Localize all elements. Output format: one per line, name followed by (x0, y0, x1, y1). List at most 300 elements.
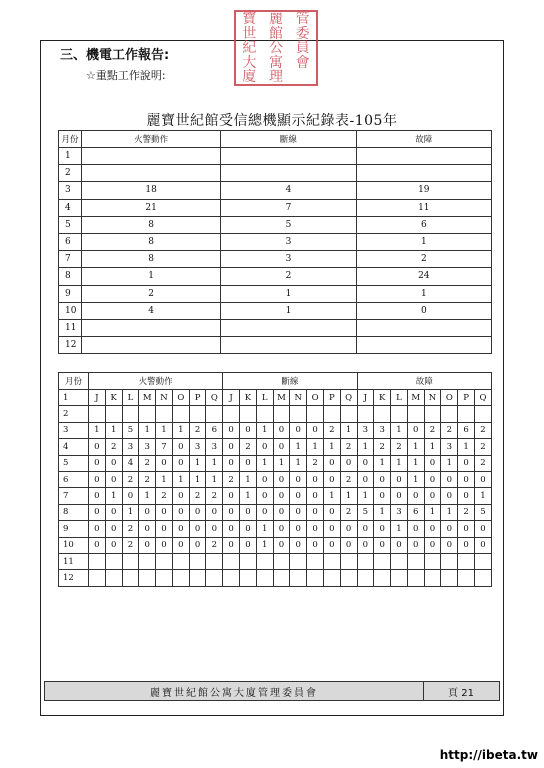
value-cell (139, 406, 156, 422)
value-cell (290, 553, 307, 569)
seal-glyph: 世 (242, 25, 257, 42)
value-cell: 8 (81, 233, 220, 250)
value-cell: 0 (122, 488, 139, 504)
zone-header-cell: P (458, 390, 475, 406)
value-cell: 1 (156, 422, 173, 438)
watermark-url: http://ibeta.tw (439, 748, 538, 762)
value-cell: 6 (407, 504, 424, 520)
month-cell: 12 (59, 570, 89, 586)
value-cell: 0 (172, 521, 189, 537)
value-cell: 1 (374, 455, 391, 471)
value-cell: 2 (441, 422, 458, 438)
value-cell (441, 570, 458, 586)
value-cell: 0 (89, 471, 106, 487)
table-row (59, 148, 492, 165)
zone-header-cell: M (273, 390, 290, 406)
seal-glyph: 大 (242, 54, 257, 71)
value-cell: 0 (307, 521, 324, 537)
header-month: 月份 (59, 373, 89, 390)
month-cell: 10 (59, 537, 89, 553)
value-cell (81, 148, 220, 165)
value-cell: 0 (458, 521, 475, 537)
value-cell: 0 (307, 537, 324, 553)
value-cell: 0 (340, 455, 357, 471)
value-cell: 1 (340, 488, 357, 504)
value-cell: 3 (441, 439, 458, 455)
value-cell: 1 (357, 488, 374, 504)
header-fire-alarm: 火警動作 (81, 131, 220, 148)
value-cell (189, 406, 206, 422)
value-cell (89, 553, 106, 569)
value-cell: 7 (221, 199, 356, 216)
value-cell: 0 (323, 537, 340, 553)
value-cell: 1 (356, 233, 491, 250)
value-cell: 2 (223, 471, 240, 487)
value-cell: 0 (458, 537, 475, 553)
value-cell (156, 553, 173, 569)
seal-glyph: 寶 (242, 11, 257, 28)
value-cell: 1 (172, 471, 189, 487)
value-cell: 1 (81, 268, 220, 285)
value-cell: 1 (172, 422, 189, 438)
value-cell: 0 (89, 537, 106, 553)
zone-header-cell: L (256, 390, 273, 406)
value-cell: 0 (357, 521, 374, 537)
value-cell: 3 (391, 504, 408, 520)
month-cell: 11 (59, 319, 82, 336)
value-cell (189, 570, 206, 586)
table-row (59, 268, 492, 285)
value-cell: 18 (81, 182, 220, 199)
value-cell: 0 (189, 504, 206, 520)
detail-table (58, 372, 492, 587)
value-cell: 0 (256, 504, 273, 520)
value-cell (89, 406, 106, 422)
zone-header-cell: N (424, 390, 441, 406)
value-cell: 0 (474, 537, 491, 553)
month-cell: 6 (59, 471, 89, 487)
value-cell: 1 (156, 471, 173, 487)
seal-glyph: 員 (295, 40, 310, 57)
value-cell: 2 (206, 537, 223, 553)
value-cell: 0 (89, 504, 106, 520)
zone-header-cell: O (307, 390, 324, 406)
value-cell (340, 570, 357, 586)
value-cell (206, 570, 223, 586)
value-cell (424, 406, 441, 422)
value-cell: 0 (172, 455, 189, 471)
value-cell (206, 553, 223, 569)
footer-page-number: 頁 21 (448, 687, 474, 699)
month-cell: 6 (59, 233, 82, 250)
value-cell: 0 (89, 439, 106, 455)
value-cell: 1 (323, 488, 340, 504)
value-cell: 0 (89, 521, 106, 537)
value-cell: 0 (290, 488, 307, 504)
header-fire-alarm: 火警動作 (89, 373, 223, 390)
value-cell: 0 (424, 455, 441, 471)
value-cell (189, 553, 206, 569)
value-cell: 0 (407, 488, 424, 504)
seal-glyph: 會 (295, 54, 310, 71)
value-cell: 1 (323, 439, 340, 455)
value-cell: 2 (221, 268, 356, 285)
value-cell: 0 (374, 537, 391, 553)
value-cell: 3 (357, 422, 374, 438)
value-cell: 0 (391, 537, 408, 553)
detail-header-row (59, 373, 492, 390)
value-cell (221, 165, 356, 182)
value-cell (240, 570, 257, 586)
value-cell: 1 (221, 302, 356, 319)
value-cell: 1 (458, 439, 475, 455)
value-cell: 1 (441, 455, 458, 471)
value-cell: 0 (357, 455, 374, 471)
value-cell: 6 (458, 422, 475, 438)
value-cell: 1 (240, 488, 257, 504)
value-cell (256, 553, 273, 569)
zone-header-cell: L (122, 390, 139, 406)
value-cell: 0 (223, 537, 240, 553)
value-cell: 0 (223, 422, 240, 438)
value-cell: 0 (474, 471, 491, 487)
value-cell (105, 553, 122, 569)
table-row (59, 285, 492, 302)
value-cell: 0 (105, 521, 122, 537)
table-row (59, 251, 492, 268)
header-disconnect: 斷線 (223, 373, 357, 390)
month-cell: 5 (59, 216, 82, 233)
table-row (59, 233, 492, 250)
value-cell (391, 553, 408, 569)
value-cell: 0 (89, 455, 106, 471)
value-cell (391, 406, 408, 422)
value-cell (156, 406, 173, 422)
value-cell (223, 553, 240, 569)
value-cell: 2 (340, 439, 357, 455)
value-cell: 1 (340, 422, 357, 438)
value-cell (156, 570, 173, 586)
month-cell: 8 (59, 504, 89, 520)
value-cell: 0 (290, 422, 307, 438)
zone-header-cell: J (89, 390, 106, 406)
value-cell (323, 406, 340, 422)
value-cell: 4 (221, 182, 356, 199)
value-cell: 0 (458, 471, 475, 487)
value-cell: 0 (391, 488, 408, 504)
value-cell: 0 (424, 488, 441, 504)
value-cell: 6 (206, 422, 223, 438)
value-cell: 0 (357, 537, 374, 553)
value-cell: 1 (206, 471, 223, 487)
value-cell: 1 (189, 471, 206, 487)
value-cell: 0 (156, 537, 173, 553)
value-cell (122, 406, 139, 422)
value-cell (81, 337, 220, 354)
value-cell: 2 (391, 439, 408, 455)
value-cell: 0 (240, 521, 257, 537)
value-cell (172, 553, 189, 569)
value-cell: 0 (323, 521, 340, 537)
value-cell: 0 (357, 471, 374, 487)
value-cell: 0 (105, 471, 122, 487)
subtitle: ☆重點工作說明: (86, 69, 166, 82)
value-cell: 0 (206, 521, 223, 537)
value-cell: 2 (122, 537, 139, 553)
value-cell: 1 (407, 455, 424, 471)
value-cell: 0 (407, 422, 424, 438)
value-cell: 2 (323, 422, 340, 438)
value-cell: 2 (206, 488, 223, 504)
value-cell: 0 (256, 439, 273, 455)
value-cell: 1 (273, 455, 290, 471)
value-cell: 0 (240, 455, 257, 471)
value-cell (223, 570, 240, 586)
zone-header-cell: K (105, 390, 122, 406)
value-cell (424, 553, 441, 569)
zone-header-cell: K (240, 390, 257, 406)
zone-header-cell: O (172, 390, 189, 406)
value-cell: 0 (290, 537, 307, 553)
value-cell: 2 (474, 422, 491, 438)
value-cell: 0 (273, 471, 290, 487)
value-cell: 3 (139, 439, 156, 455)
table-row (59, 216, 492, 233)
table-row (59, 504, 492, 520)
value-cell: 1 (424, 504, 441, 520)
header-disconnect: 斷線 (221, 131, 356, 148)
value-cell (407, 570, 424, 586)
value-cell: 0 (391, 471, 408, 487)
value-cell: 2 (156, 488, 173, 504)
month-cell: 12 (59, 337, 82, 354)
value-cell: 4 (81, 302, 220, 319)
value-cell: 3 (221, 233, 356, 250)
value-cell: 3 (189, 439, 206, 455)
value-cell: 0 (256, 471, 273, 487)
month-cell: 3 (59, 422, 89, 438)
value-cell: 5 (474, 504, 491, 520)
value-cell: 2 (474, 455, 491, 471)
zone-header-cell: O (441, 390, 458, 406)
value-cell (323, 570, 340, 586)
value-cell (139, 570, 156, 586)
month-cell: 2 (59, 406, 89, 422)
value-cell: 0 (105, 537, 122, 553)
value-cell (474, 553, 491, 569)
value-cell (407, 406, 424, 422)
value-cell: 2 (424, 422, 441, 438)
value-cell: 2 (474, 439, 491, 455)
zone-header-cell: M (407, 390, 424, 406)
value-cell: 2 (122, 521, 139, 537)
value-cell: 2 (139, 471, 156, 487)
value-cell: 0 (223, 455, 240, 471)
value-cell: 3 (206, 439, 223, 455)
value-cell (206, 406, 223, 422)
month-cell: 10 (59, 302, 82, 319)
table-row (59, 570, 492, 586)
value-cell: 0 (189, 537, 206, 553)
value-cell: 0 (156, 504, 173, 520)
value-cell: 0 (340, 521, 357, 537)
value-cell: 0 (458, 455, 475, 471)
table-row (59, 182, 492, 199)
table-row (59, 455, 492, 471)
footer-organization: 麗寶世紀館公寓大廈管理委員會 (45, 682, 424, 700)
value-cell (122, 553, 139, 569)
value-cell: 2 (356, 251, 491, 268)
value-cell (221, 319, 356, 336)
value-cell: 0 (273, 439, 290, 455)
summary-table (58, 130, 492, 354)
value-cell (240, 553, 257, 569)
value-cell: 1 (441, 504, 458, 520)
table-row (59, 165, 492, 182)
value-cell: 0 (407, 537, 424, 553)
value-cell: 1 (474, 488, 491, 504)
value-cell: 0 (273, 521, 290, 537)
value-cell: 11 (356, 199, 491, 216)
table-row (59, 553, 492, 569)
value-cell: 2 (81, 285, 220, 302)
month-cell: 7 (59, 251, 82, 268)
zone-header-cell: L (391, 390, 408, 406)
table-row (59, 302, 492, 319)
value-cell: 0 (307, 504, 324, 520)
value-cell: 1 (290, 455, 307, 471)
value-cell: 0 (240, 537, 257, 553)
value-cell: 1 (256, 455, 273, 471)
value-cell (81, 165, 220, 182)
month-cell: 1 (59, 390, 89, 406)
month-cell: 7 (59, 488, 89, 504)
value-cell: 7 (156, 439, 173, 455)
value-cell: 8 (81, 216, 220, 233)
value-cell: 0 (206, 504, 223, 520)
table-row (59, 422, 492, 438)
month-cell: 4 (59, 439, 89, 455)
value-cell: 0 (240, 504, 257, 520)
value-cell: 2 (374, 439, 391, 455)
value-cell: 0 (89, 488, 106, 504)
value-cell (139, 553, 156, 569)
value-cell: 1 (221, 285, 356, 302)
value-cell: 21 (81, 199, 220, 216)
value-cell (307, 406, 324, 422)
value-cell: 0 (273, 537, 290, 553)
value-cell: 2 (122, 471, 139, 487)
table-row (59, 319, 492, 336)
table-row (59, 471, 492, 487)
value-cell: 2 (105, 439, 122, 455)
value-cell: 0 (424, 471, 441, 487)
value-cell: 2 (189, 488, 206, 504)
value-cell (340, 406, 357, 422)
value-cell (172, 406, 189, 422)
table-row (59, 439, 492, 455)
value-cell: 0 (323, 504, 340, 520)
value-cell (122, 570, 139, 586)
month-cell: 9 (59, 521, 89, 537)
value-cell: 0 (424, 521, 441, 537)
value-cell: 5 (221, 216, 356, 233)
value-cell (474, 570, 491, 586)
value-cell (357, 406, 374, 422)
value-cell: 0 (156, 521, 173, 537)
value-cell: 1 (256, 537, 273, 553)
table-row (59, 199, 492, 216)
value-cell (356, 337, 491, 354)
value-cell: 0 (172, 504, 189, 520)
value-cell: 2 (458, 504, 475, 520)
value-cell (458, 406, 475, 422)
value-cell: 0 (374, 521, 391, 537)
zone-header-cell: J (357, 390, 374, 406)
value-cell: 0 (290, 504, 307, 520)
value-cell: 1 (139, 422, 156, 438)
zone-header-cell: N (290, 390, 307, 406)
value-cell: 0 (273, 488, 290, 504)
value-cell: 2 (240, 439, 257, 455)
value-cell (221, 148, 356, 165)
seal-glyph: 理 (268, 69, 283, 85)
value-cell: 6 (356, 216, 491, 233)
value-cell: 19 (356, 182, 491, 199)
value-cell (356, 165, 491, 182)
value-cell (356, 148, 491, 165)
value-cell: 0 (424, 537, 441, 553)
value-cell: 2 (307, 455, 324, 471)
seal-glyph: 寓 (268, 54, 283, 71)
value-cell: 1 (307, 439, 324, 455)
zone-header-cell: P (189, 390, 206, 406)
value-cell: 2 (139, 455, 156, 471)
seal-glyph: 麗 (268, 11, 283, 28)
value-cell: 5 (122, 422, 139, 438)
value-cell: 3 (374, 422, 391, 438)
value-cell: 1 (424, 439, 441, 455)
value-cell (323, 553, 340, 569)
value-cell: 1 (105, 488, 122, 504)
zone-header-cell: Q (474, 390, 491, 406)
value-cell (340, 553, 357, 569)
value-cell: 24 (356, 268, 491, 285)
value-cell (105, 406, 122, 422)
footer-bar (44, 681, 500, 701)
value-cell (374, 553, 391, 569)
value-cell: 0 (172, 439, 189, 455)
value-cell (458, 570, 475, 586)
value-cell: 0 (139, 521, 156, 537)
value-cell (221, 337, 356, 354)
value-cell: 0 (307, 471, 324, 487)
committee-seal (234, 10, 318, 86)
value-cell: 0 (223, 504, 240, 520)
value-cell (89, 570, 106, 586)
value-cell: 0 (441, 488, 458, 504)
value-cell: 0 (307, 488, 324, 504)
value-cell (474, 406, 491, 422)
section-title: 三、機電工作報告: (60, 48, 170, 63)
value-cell: 0 (323, 471, 340, 487)
zone-header-cell: N (156, 390, 173, 406)
value-cell (172, 570, 189, 586)
value-cell: 2 (189, 422, 206, 438)
seal-glyph: 紀 (242, 40, 257, 57)
value-cell: 0 (356, 302, 491, 319)
value-cell: 3 (221, 251, 356, 268)
